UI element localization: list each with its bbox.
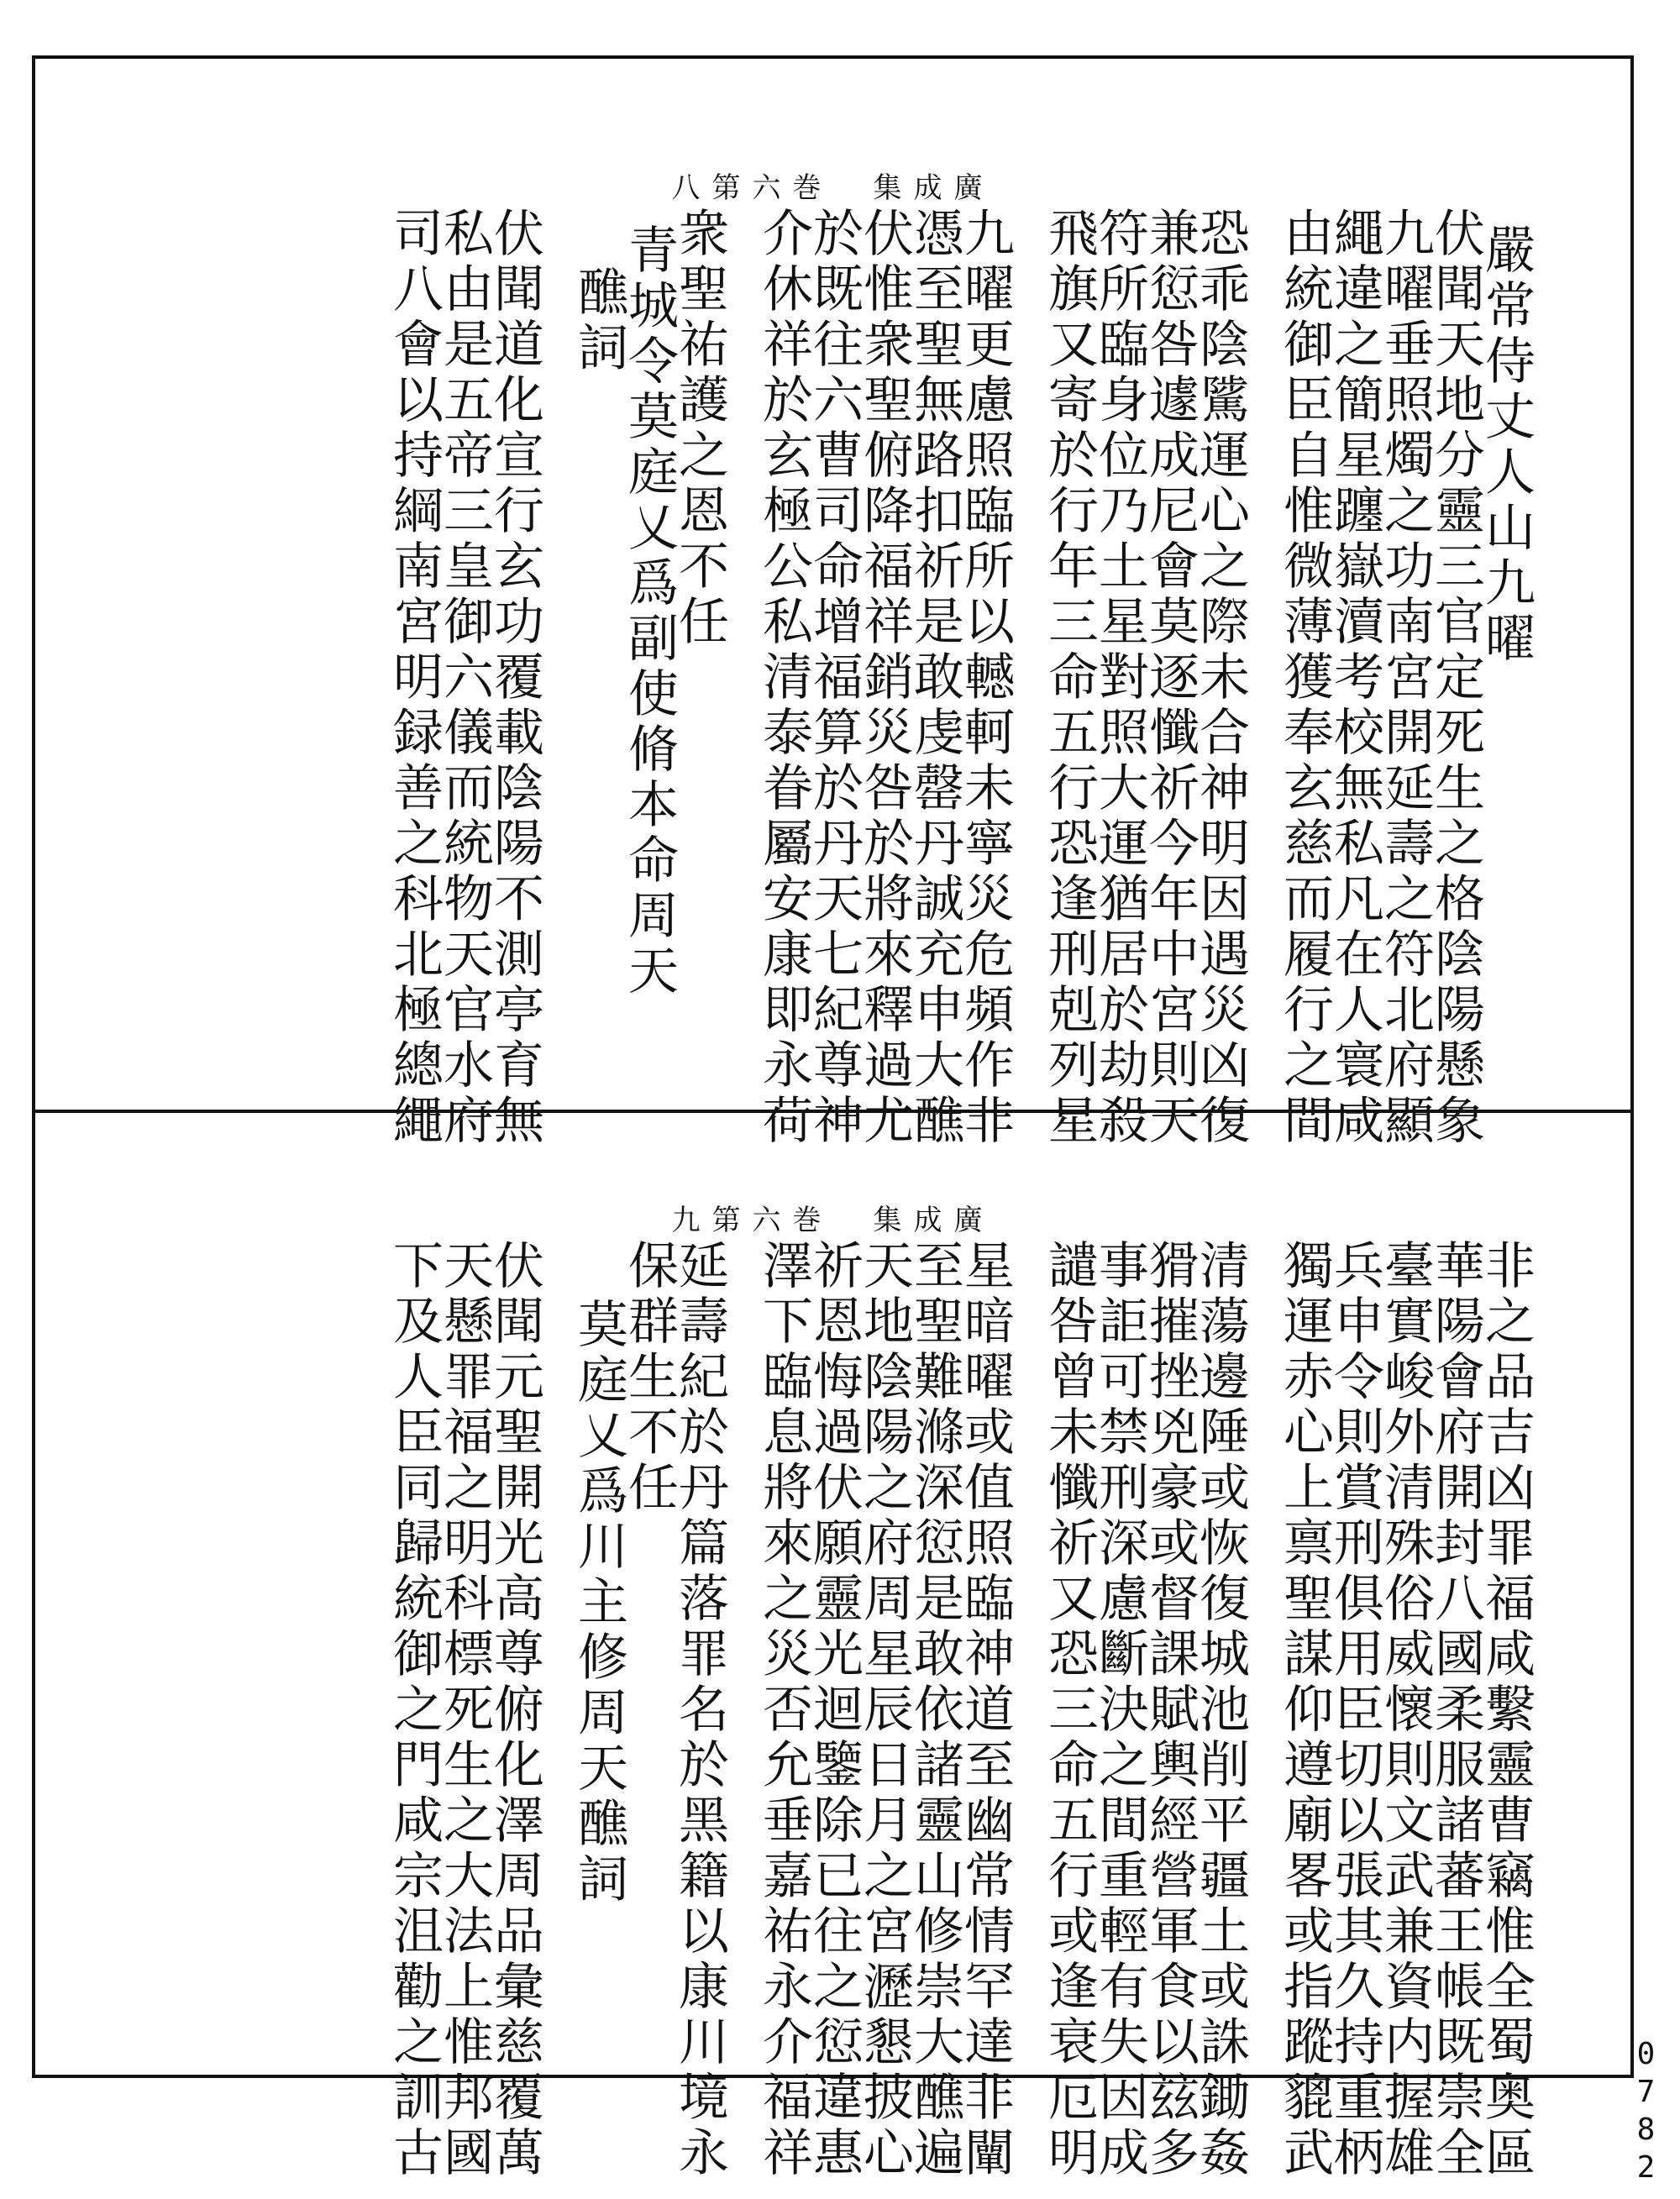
text-column: 醮詞: [570, 265, 628, 376]
text-column: 保群生不任: [620, 1239, 679, 1516]
text-column: 延壽紀於丹篇落罪名於黑籍以康川境永: [670, 1239, 729, 2181]
top-header: 八第六巻 集成廣: [671, 171, 995, 205]
text-column: 伏聞天地分靈三官定死生之格陰陽懸象: [1426, 207, 1485, 1149]
text-column: 伏惟衆聖俯降福祥銷災咎於將來釋過尤: [855, 207, 914, 1149]
text-column: 譴咎曾未懺祈又恐三命五行或逢衰厄明: [1040, 1239, 1099, 2181]
text-column: 下及人臣同歸統御之門咸宗沮勸之訓古: [385, 1239, 444, 2181]
text-column: 澤下臨息將來之災否允垂嘉祐永介福祥: [754, 1239, 813, 2181]
text-column: 天地陰陽之府周星辰日月之宮瀝懇披心: [855, 1239, 914, 2181]
text-column: 莫庭乂爲川主修周天醮詞: [570, 1298, 628, 1908]
text-column: 祈恩悔過伏願靈光迴鑒除已往之愆違惠: [805, 1239, 864, 2181]
text-column: 伏聞元聖開光高尊俯化澤周品彙慈覆萬: [486, 1239, 544, 2181]
text-column: 符所臨身位乃土星對照大運猶居於劫殺: [1090, 207, 1149, 1149]
text-column: 九曜垂照燭之功南宮開延壽之符北府顯: [1376, 207, 1435, 1149]
text-column: 飛旗又寄於行年三命五行恐逢刑剋列星: [1040, 207, 1099, 1149]
text-column: 臺實峻外清殊俗威懷則文武兼資内握雄: [1376, 1239, 1435, 2181]
text-column: 獨運赤心上禀聖謀仰遵廟畧或指蹤貔武: [1275, 1239, 1334, 2181]
text-column: 兵申令則賞刑俱用臣切以張其久持重柄: [1326, 1239, 1384, 2181]
text-column: 於既往六曹司命增福算於丹天七紀尊神: [805, 207, 864, 1149]
text-column: 天懸罪福之明科標死生之大法上惟邦國: [435, 1239, 494, 2181]
page-number: 0782: [1629, 2037, 1663, 2188]
text-column: 介休祥於玄極公私清泰眷屬安康即永荷: [754, 207, 813, 1149]
text-column: 繩違之簡星躔嶽瀆考校無私凡在人寰咸: [1326, 207, 1384, 1149]
text-column: 由統御臣自惟微薄獲奉玄慈而履行之間: [1275, 207, 1334, 1149]
text-column: 事詎可禁刑深慮斷決之間重輕有失因成: [1090, 1239, 1149, 2181]
text-column: 恐乖陰騭運心之際未合神明因遇災凶復: [1191, 207, 1250, 1149]
text-column: 猾摧挫兇豪或督課賦輿經營軍食以玆多: [1141, 1239, 1200, 2181]
text-column: 華陽會府開封八國柔服諸蕃王帳既崇全: [1426, 1239, 1485, 2181]
text-column: 星暗曜或值照臨神道至幽常情罕達非闡: [956, 1239, 1015, 2181]
text-column: 非之品吉凶罪福咸繫靈曹竊惟全蜀奥區: [1477, 1239, 1536, 2181]
bottom-header: 九第六巻 集成廣: [671, 1204, 995, 1237]
text-column: 衆聖祐護之恩不任: [670, 207, 729, 650]
text-column: 私由是五帝三皇御六儀而統物天官水府: [435, 207, 494, 1149]
text-column: 司八會以持綱南宮明録善之科北極總繩: [385, 207, 444, 1149]
text-column: 青城令莫庭乂爲副使脩本命周天: [620, 223, 679, 1000]
bottom-page: [32, 1113, 1634, 2181]
text-column: 嚴常侍丈人山九曜: [1477, 223, 1536, 667]
text-column: 伏聞道化宣行玄功覆載陰陽不測亭育無: [486, 207, 544, 1149]
text-column: 至聖難滌深愆是敢依諸靈山修崇大醮遍: [906, 1239, 964, 2181]
text-column: 清蕩邊陲或恢復城池削平疆土或誅鋤姦: [1191, 1239, 1250, 2181]
top-page: [32, 55, 1634, 1149]
text-column: 憑至聖無路扣祈是敢虔罄丹誠充申大醮: [906, 207, 964, 1149]
text-column: 九曜更慮照臨所以轗軻未寧災危頻作非: [956, 207, 1015, 1149]
text-column: 兼愆咎遽成尼會莫逐懺祈今年中宮則天: [1141, 207, 1200, 1149]
